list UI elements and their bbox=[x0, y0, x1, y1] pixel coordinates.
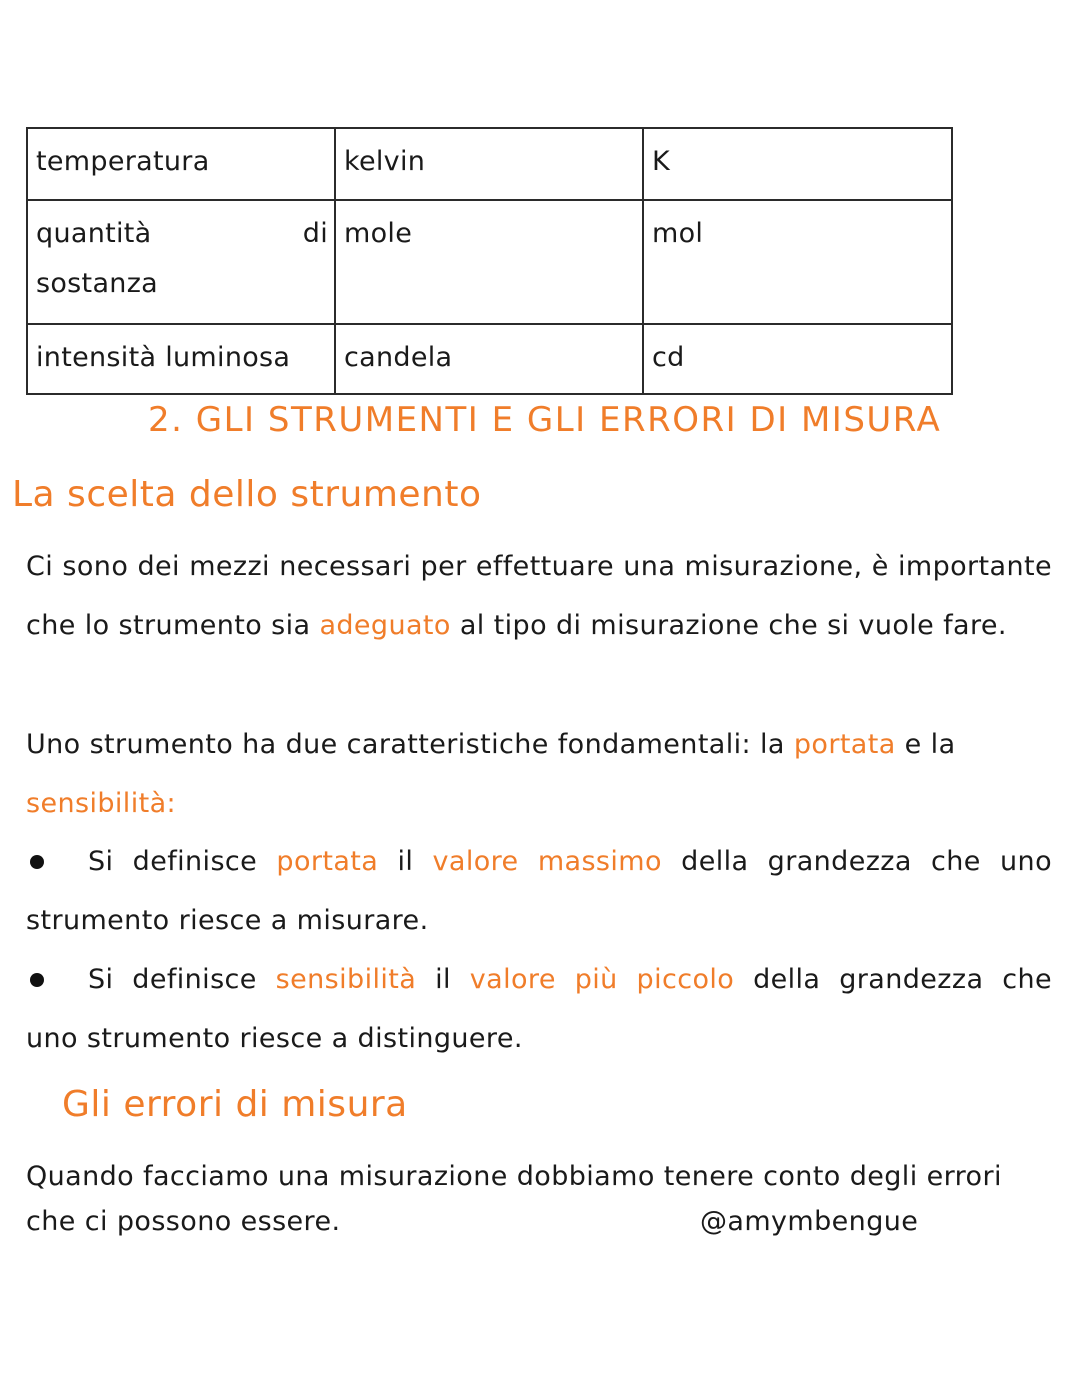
subtitle-instrument-choice: La scelta dello strumento bbox=[12, 474, 482, 515]
text: e la bbox=[895, 729, 956, 760]
paragraph-errors-end: che ci possono essere. bbox=[26, 1206, 341, 1237]
quantity-cell: temperatura bbox=[27, 128, 335, 200]
paragraph-errors: Quando facciamo una misurazione dobbiamo tenere conto degli errori bbox=[26, 1161, 1002, 1192]
highlight-adeguato: adeguato bbox=[319, 610, 451, 641]
quantity-text: quantità bbox=[36, 218, 152, 249]
text: Ci sono dei mezzi necessari per effettuare una misurazione, è importante che lo strumento sia bbox=[26, 551, 1052, 641]
unit-cell: kelvin bbox=[335, 128, 643, 200]
quantity-text: sostanza bbox=[36, 268, 159, 299]
bullet-text: Si definisce sensibilità il valore più piccolo della grandezza che bbox=[88, 964, 1053, 995]
list-item bbox=[26, 950, 1052, 1068]
symbol-cell: cd bbox=[643, 324, 952, 394]
author-handle: @amymbengue bbox=[700, 1206, 919, 1237]
symbol-cell: K bbox=[643, 128, 952, 200]
paragraph-characteristics bbox=[26, 715, 1052, 833]
table-row bbox=[27, 324, 952, 394]
paragraph-means bbox=[26, 537, 1052, 655]
bullet-icon bbox=[30, 973, 44, 987]
list-item bbox=[26, 832, 1052, 950]
bullet-continuation: strumento riesce a misurare. bbox=[26, 905, 429, 936]
quantity-cell: intensità luminosa bbox=[27, 324, 335, 394]
subtitle-measurement-errors: Gli errori di misura bbox=[62, 1084, 408, 1125]
bullet-continuation: uno strumento riesce a distinguere. bbox=[26, 1023, 523, 1054]
units-table bbox=[26, 127, 953, 395]
bullet-text: Si definisce portata il valore massimo della grandezza che uno bbox=[88, 846, 1052, 877]
highlight-sensibilita: sensibilità: bbox=[26, 788, 177, 819]
highlight-portata: portata bbox=[793, 729, 896, 760]
bullet-icon bbox=[30, 855, 44, 869]
quantity-text: di bbox=[302, 218, 328, 249]
symbol-cell: mol bbox=[643, 200, 952, 324]
table-row bbox=[27, 200, 952, 324]
unit-cell: candela bbox=[335, 324, 643, 394]
section-title: 2. GLI STRUMENTI E GLI ERRORI DI MISURA bbox=[148, 400, 942, 440]
quantity-cell bbox=[27, 200, 335, 324]
table-row bbox=[27, 128, 952, 200]
text: Uno strumento ha due caratteristiche fondamentali: la bbox=[26, 729, 794, 760]
unit-cell: mole bbox=[335, 200, 643, 324]
text: al tipo di misurazione che si vuole fare. bbox=[450, 610, 1007, 641]
